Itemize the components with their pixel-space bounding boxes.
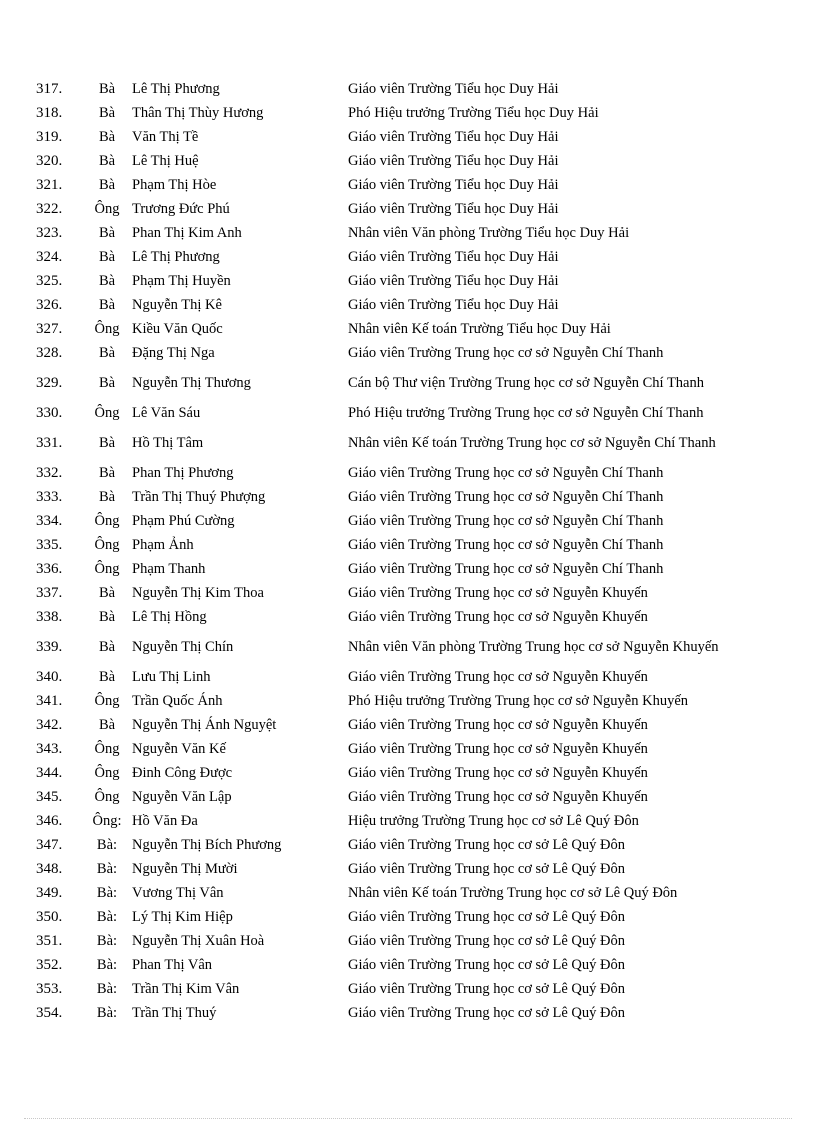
entry-number: 343. xyxy=(36,741,63,757)
honorific: Ông xyxy=(94,405,120,421)
job-position: Phó Hiệu trưởng Trường Tiểu học Duy Hải xyxy=(348,105,599,121)
honorific: Bà: xyxy=(96,837,118,853)
person-name: Nguyễn Văn Kế xyxy=(132,741,226,757)
honorific: Bà: xyxy=(96,981,118,997)
person-name: Lưu Thị Linh xyxy=(132,669,211,685)
entry-number: 350. xyxy=(36,909,63,925)
person-name: Hồ Thị Tâm xyxy=(132,435,204,451)
list-item xyxy=(36,461,752,485)
entry-number: 349. xyxy=(36,885,63,901)
list-item xyxy=(36,929,752,953)
job-position: Cán bộ Thư viện Trường Trung học cơ sở Nguyễn Chí Thanh xyxy=(348,375,704,391)
list-item xyxy=(36,737,752,761)
honorific: Bà xyxy=(98,153,116,169)
job-position: Giáo viên Trường Trung học cơ sở Nguyễn Chí Thanh xyxy=(348,465,664,481)
job-position: Giáo viên Trường Trung học cơ sở Nguyễn Chí Thanh xyxy=(348,537,664,553)
job-position: Giáo viên Trường Trung học cơ sở Nguyễn Khuyến xyxy=(348,585,648,601)
entry-number: 351. xyxy=(36,933,63,949)
honorific: Bà xyxy=(98,375,116,391)
entry-number: 336. xyxy=(36,561,63,577)
person-name: Đinh Công Được xyxy=(132,765,233,781)
list-item xyxy=(36,485,752,509)
honorific: Bà: xyxy=(96,909,118,925)
entry-number: 324. xyxy=(36,249,63,265)
honorific: Bà xyxy=(98,465,116,481)
job-position: Giáo viên Trường Trung học cơ sở Nguyễn Chí Thanh xyxy=(348,489,664,505)
list-item xyxy=(36,317,752,341)
list-item xyxy=(36,665,752,689)
job-position: Nhân viên Văn phòng Trường Tiểu học Duy Hải xyxy=(348,225,630,241)
honorific: Bà xyxy=(98,129,116,145)
entry-number: 346. xyxy=(36,813,63,829)
person-name: Lý Thị Kim Hiệp xyxy=(132,909,233,925)
person-name: Nguyễn Thị Ánh Nguyệt xyxy=(132,717,277,733)
person-name: Lê Thị Huệ xyxy=(132,153,199,169)
list-item xyxy=(36,605,752,629)
person-name: Lê Thị Hồng xyxy=(132,609,207,625)
job-position: Giáo viên Trường Tiểu học Duy Hải xyxy=(348,129,559,145)
job-position: Giáo viên Trường Trung học cơ sở Lê Quý Đôn xyxy=(348,933,625,949)
job-position: Giáo viên Trường Trung học cơ sở Lê Quý Đôn xyxy=(348,1005,625,1021)
honorific: Bà xyxy=(98,585,116,601)
person-name: Trần Thị Thuý xyxy=(132,1005,217,1021)
entry-number: 338. xyxy=(36,609,63,625)
list-item xyxy=(36,977,752,1001)
person-name: Phạm Thị Hòe xyxy=(132,177,217,193)
person-name: Phạm Phú Cường xyxy=(132,513,235,529)
list-item xyxy=(36,173,752,197)
entry-number: 330. xyxy=(36,405,63,421)
honorific: Ông xyxy=(94,201,120,217)
person-name: Phan Thị Phương xyxy=(132,465,234,481)
honorific: Bà xyxy=(98,225,116,241)
entry-number: 348. xyxy=(36,861,63,877)
person-name: Đặng Thị Nga xyxy=(132,345,215,361)
honorific: Ông xyxy=(94,693,120,709)
list-item xyxy=(36,77,752,101)
person-name: Trương Đức Phú xyxy=(132,201,230,217)
honorific: Bà xyxy=(98,717,116,733)
entry-number: 321. xyxy=(36,177,63,193)
entry-number: 327. xyxy=(36,321,63,337)
entry-number: 335. xyxy=(36,537,63,553)
entry-number: 331. xyxy=(36,435,63,451)
entry-number: 329. xyxy=(36,375,63,391)
job-position: Giáo viên Trường Trung học cơ sở Nguyễn Khuyến xyxy=(348,789,648,805)
list-item xyxy=(36,689,752,713)
honorific: Ông xyxy=(94,789,120,805)
job-position: Phó Hiệu trưởng Trường Trung học cơ sở Nguyễn Chí Thanh xyxy=(348,405,704,421)
entry-number: 328. xyxy=(36,345,63,361)
honorific: Bà xyxy=(98,297,116,313)
job-position: Giáo viên Trường Tiểu học Duy Hải xyxy=(348,81,559,97)
honorific: Bà xyxy=(98,81,116,97)
person-name: Phạm Thanh xyxy=(132,561,206,577)
person-name: Vương Thị Vân xyxy=(132,885,224,901)
honorific: Bà: xyxy=(96,957,118,973)
job-position: Giáo viên Trường Tiểu học Duy Hải xyxy=(348,177,559,193)
list-item xyxy=(36,221,752,245)
entry-number: 332. xyxy=(36,465,63,481)
job-position: Giáo viên Trường Trung học cơ sở Nguyễn Chí Thanh xyxy=(348,345,664,361)
list-item xyxy=(36,125,752,149)
job-position: Giáo viên Trường Trung học cơ sở Nguyễn Chí Thanh xyxy=(348,561,664,577)
person-name: Phan Thị Vân xyxy=(132,957,213,973)
person-name: Hồ Văn Đa xyxy=(132,813,198,829)
job-position: Giáo viên Trường Trung học cơ sở Nguyễn Chí Thanh xyxy=(348,513,664,529)
job-position: Giáo viên Trường Trung học cơ sở Lê Quý Đôn xyxy=(348,981,625,997)
list-item xyxy=(36,713,752,737)
entry-number: 353. xyxy=(36,981,63,997)
personnel-list xyxy=(36,77,752,1025)
entry-number: 352. xyxy=(36,957,63,973)
list-item xyxy=(36,101,752,125)
entry-number: 337. xyxy=(36,585,63,601)
honorific: Bà xyxy=(98,489,116,505)
list-item xyxy=(36,557,752,581)
job-position: Nhân viên Kế toán Trường Tiểu học Duy Hải xyxy=(348,321,611,337)
honorific: Ông: xyxy=(92,813,122,829)
honorific: Ông xyxy=(94,561,120,577)
person-name: Phạm Ảnh xyxy=(132,537,194,553)
list-item xyxy=(36,293,752,317)
entry-number: 325. xyxy=(36,273,63,289)
honorific: Bà: xyxy=(96,933,118,949)
honorific: Bà: xyxy=(96,861,118,877)
list-item xyxy=(36,533,752,557)
person-name: Thân Thị Thùy Hương xyxy=(132,105,264,121)
honorific: Bà xyxy=(98,105,116,121)
entry-number: 320. xyxy=(36,153,63,169)
list-item xyxy=(36,149,752,173)
job-position: Giáo viên Trường Tiểu học Duy Hải xyxy=(348,249,559,265)
person-name: Nguyễn Văn Lập xyxy=(132,789,232,805)
job-position: Giáo viên Trường Trung học cơ sở Lê Quý Đôn xyxy=(348,861,625,877)
list-item xyxy=(36,905,752,929)
entry-number: 347. xyxy=(36,837,63,853)
honorific: Ông xyxy=(94,537,120,553)
list-item xyxy=(36,881,752,905)
person-name: Phan Thị Kim Anh xyxy=(132,225,242,241)
entry-number: 339. xyxy=(36,639,63,655)
honorific: Ông xyxy=(94,513,120,529)
honorific: Bà xyxy=(98,249,116,265)
job-position: Nhân viên Văn phòng Trường Trung học cơ sở Nguyễn Khuyến xyxy=(348,639,719,655)
entry-number: 323. xyxy=(36,225,63,241)
job-position: Nhân viên Kế toán Trường Trung học cơ sở Nguyễn Chí Thanh xyxy=(348,435,716,451)
entry-number: 322. xyxy=(36,201,63,217)
list-item xyxy=(36,401,752,425)
list-item xyxy=(36,809,752,833)
person-name: Nguyễn Thị Chín xyxy=(132,639,234,655)
job-position: Giáo viên Trường Trung học cơ sở Lê Quý Đôn xyxy=(348,957,625,973)
list-item xyxy=(36,197,752,221)
honorific: Bà xyxy=(98,345,116,361)
list-item xyxy=(36,629,752,665)
honorific: Bà xyxy=(98,669,116,685)
list-item xyxy=(36,341,752,365)
person-name: Nguyễn Thị Thương xyxy=(132,375,251,391)
list-item xyxy=(36,953,752,977)
entry-number: 340. xyxy=(36,669,63,685)
list-item xyxy=(36,1001,752,1025)
person-name: Nguyễn Thị Xuân Hoà xyxy=(132,933,265,949)
person-name: Lê Văn Sáu xyxy=(132,405,201,421)
job-position: Giáo viên Trường Trung học cơ sở Nguyễn Khuyến xyxy=(348,765,648,781)
honorific: Ông xyxy=(94,741,120,757)
person-name: Nguyễn Thị Kê xyxy=(132,297,222,313)
person-name: Nguyễn Thị Kim Thoa xyxy=(132,585,264,601)
entry-number: 344. xyxy=(36,765,63,781)
entry-number: 354. xyxy=(36,1005,63,1021)
job-position: Hiệu trưởng Trường Trung học cơ sở Lê Quý Đôn xyxy=(348,813,639,829)
entry-number: 341. xyxy=(36,693,63,709)
honorific: Bà xyxy=(98,639,116,655)
job-position: Phó Hiệu trưởng Trường Trung học cơ sở Nguyễn Khuyến xyxy=(348,693,689,709)
list-item xyxy=(36,269,752,293)
honorific: Ông xyxy=(94,765,120,781)
job-position: Nhân viên Kế toán Trường Trung học cơ sở Lê Quý Đôn xyxy=(348,885,678,901)
list-item xyxy=(36,365,752,401)
honorific: Bà: xyxy=(96,1005,118,1021)
job-position: Giáo viên Trường Trung học cơ sở Nguyễn Khuyến xyxy=(348,741,648,757)
person-name: Lê Thị Phương xyxy=(132,81,220,97)
list-item xyxy=(36,509,752,533)
person-name: Nguyễn Thị Bích Phương xyxy=(132,837,282,853)
entry-number: 326. xyxy=(36,297,63,313)
job-position: Giáo viên Trường Tiểu học Duy Hải xyxy=(348,153,559,169)
person-name: Trần Thị Thuý Phượng xyxy=(132,489,266,505)
job-position: Giáo viên Trường Tiểu học Duy Hải xyxy=(348,201,559,217)
honorific: Bà xyxy=(98,177,116,193)
job-position: Giáo viên Trường Tiểu học Duy Hải xyxy=(348,273,559,289)
honorific: Bà xyxy=(98,609,116,625)
list-item xyxy=(36,761,752,785)
person-name: Trần Quốc Ánh xyxy=(132,693,223,709)
person-name: Kiều Văn Quốc xyxy=(132,321,223,337)
list-item xyxy=(36,581,752,605)
job-position: Giáo viên Trường Trung học cơ sở Lê Quý Đôn xyxy=(348,909,625,925)
job-position: Giáo viên Trường Trung học cơ sở Nguyễn Khuyến xyxy=(348,717,648,733)
job-position: Giáo viên Trường Tiểu học Duy Hải xyxy=(348,297,559,313)
honorific: Ông xyxy=(94,321,120,337)
honorific: Bà xyxy=(98,435,116,451)
entry-number: 342. xyxy=(36,717,63,733)
entry-number: 333. xyxy=(36,489,63,505)
person-name: Phạm Thị Huyền xyxy=(132,273,231,289)
person-name: Nguyễn Thị Mười xyxy=(132,861,238,877)
page-bottom-divider xyxy=(24,1118,792,1119)
entry-number: 317. xyxy=(36,81,63,97)
entry-number: 345. xyxy=(36,789,63,805)
person-name: Trần Thị Kim Vân xyxy=(132,981,240,997)
list-item xyxy=(36,245,752,269)
list-item xyxy=(36,833,752,857)
job-position: Giáo viên Trường Trung học cơ sở Nguyễn Khuyến xyxy=(348,669,648,685)
entry-number: 318. xyxy=(36,105,63,121)
entry-number: 319. xyxy=(36,129,63,145)
entry-number: 334. xyxy=(36,513,63,529)
honorific: Bà xyxy=(98,273,116,289)
list-item xyxy=(36,785,752,809)
person-name: Lê Thị Phương xyxy=(132,249,220,265)
honorific: Bà: xyxy=(96,885,118,901)
list-item xyxy=(36,857,752,881)
job-position: Giáo viên Trường Trung học cơ sở Nguyễn Khuyến xyxy=(348,609,648,625)
list-item xyxy=(36,425,752,461)
job-position: Giáo viên Trường Trung học cơ sở Lê Quý Đôn xyxy=(348,837,625,853)
person-name: Văn Thị Tề xyxy=(132,129,199,145)
